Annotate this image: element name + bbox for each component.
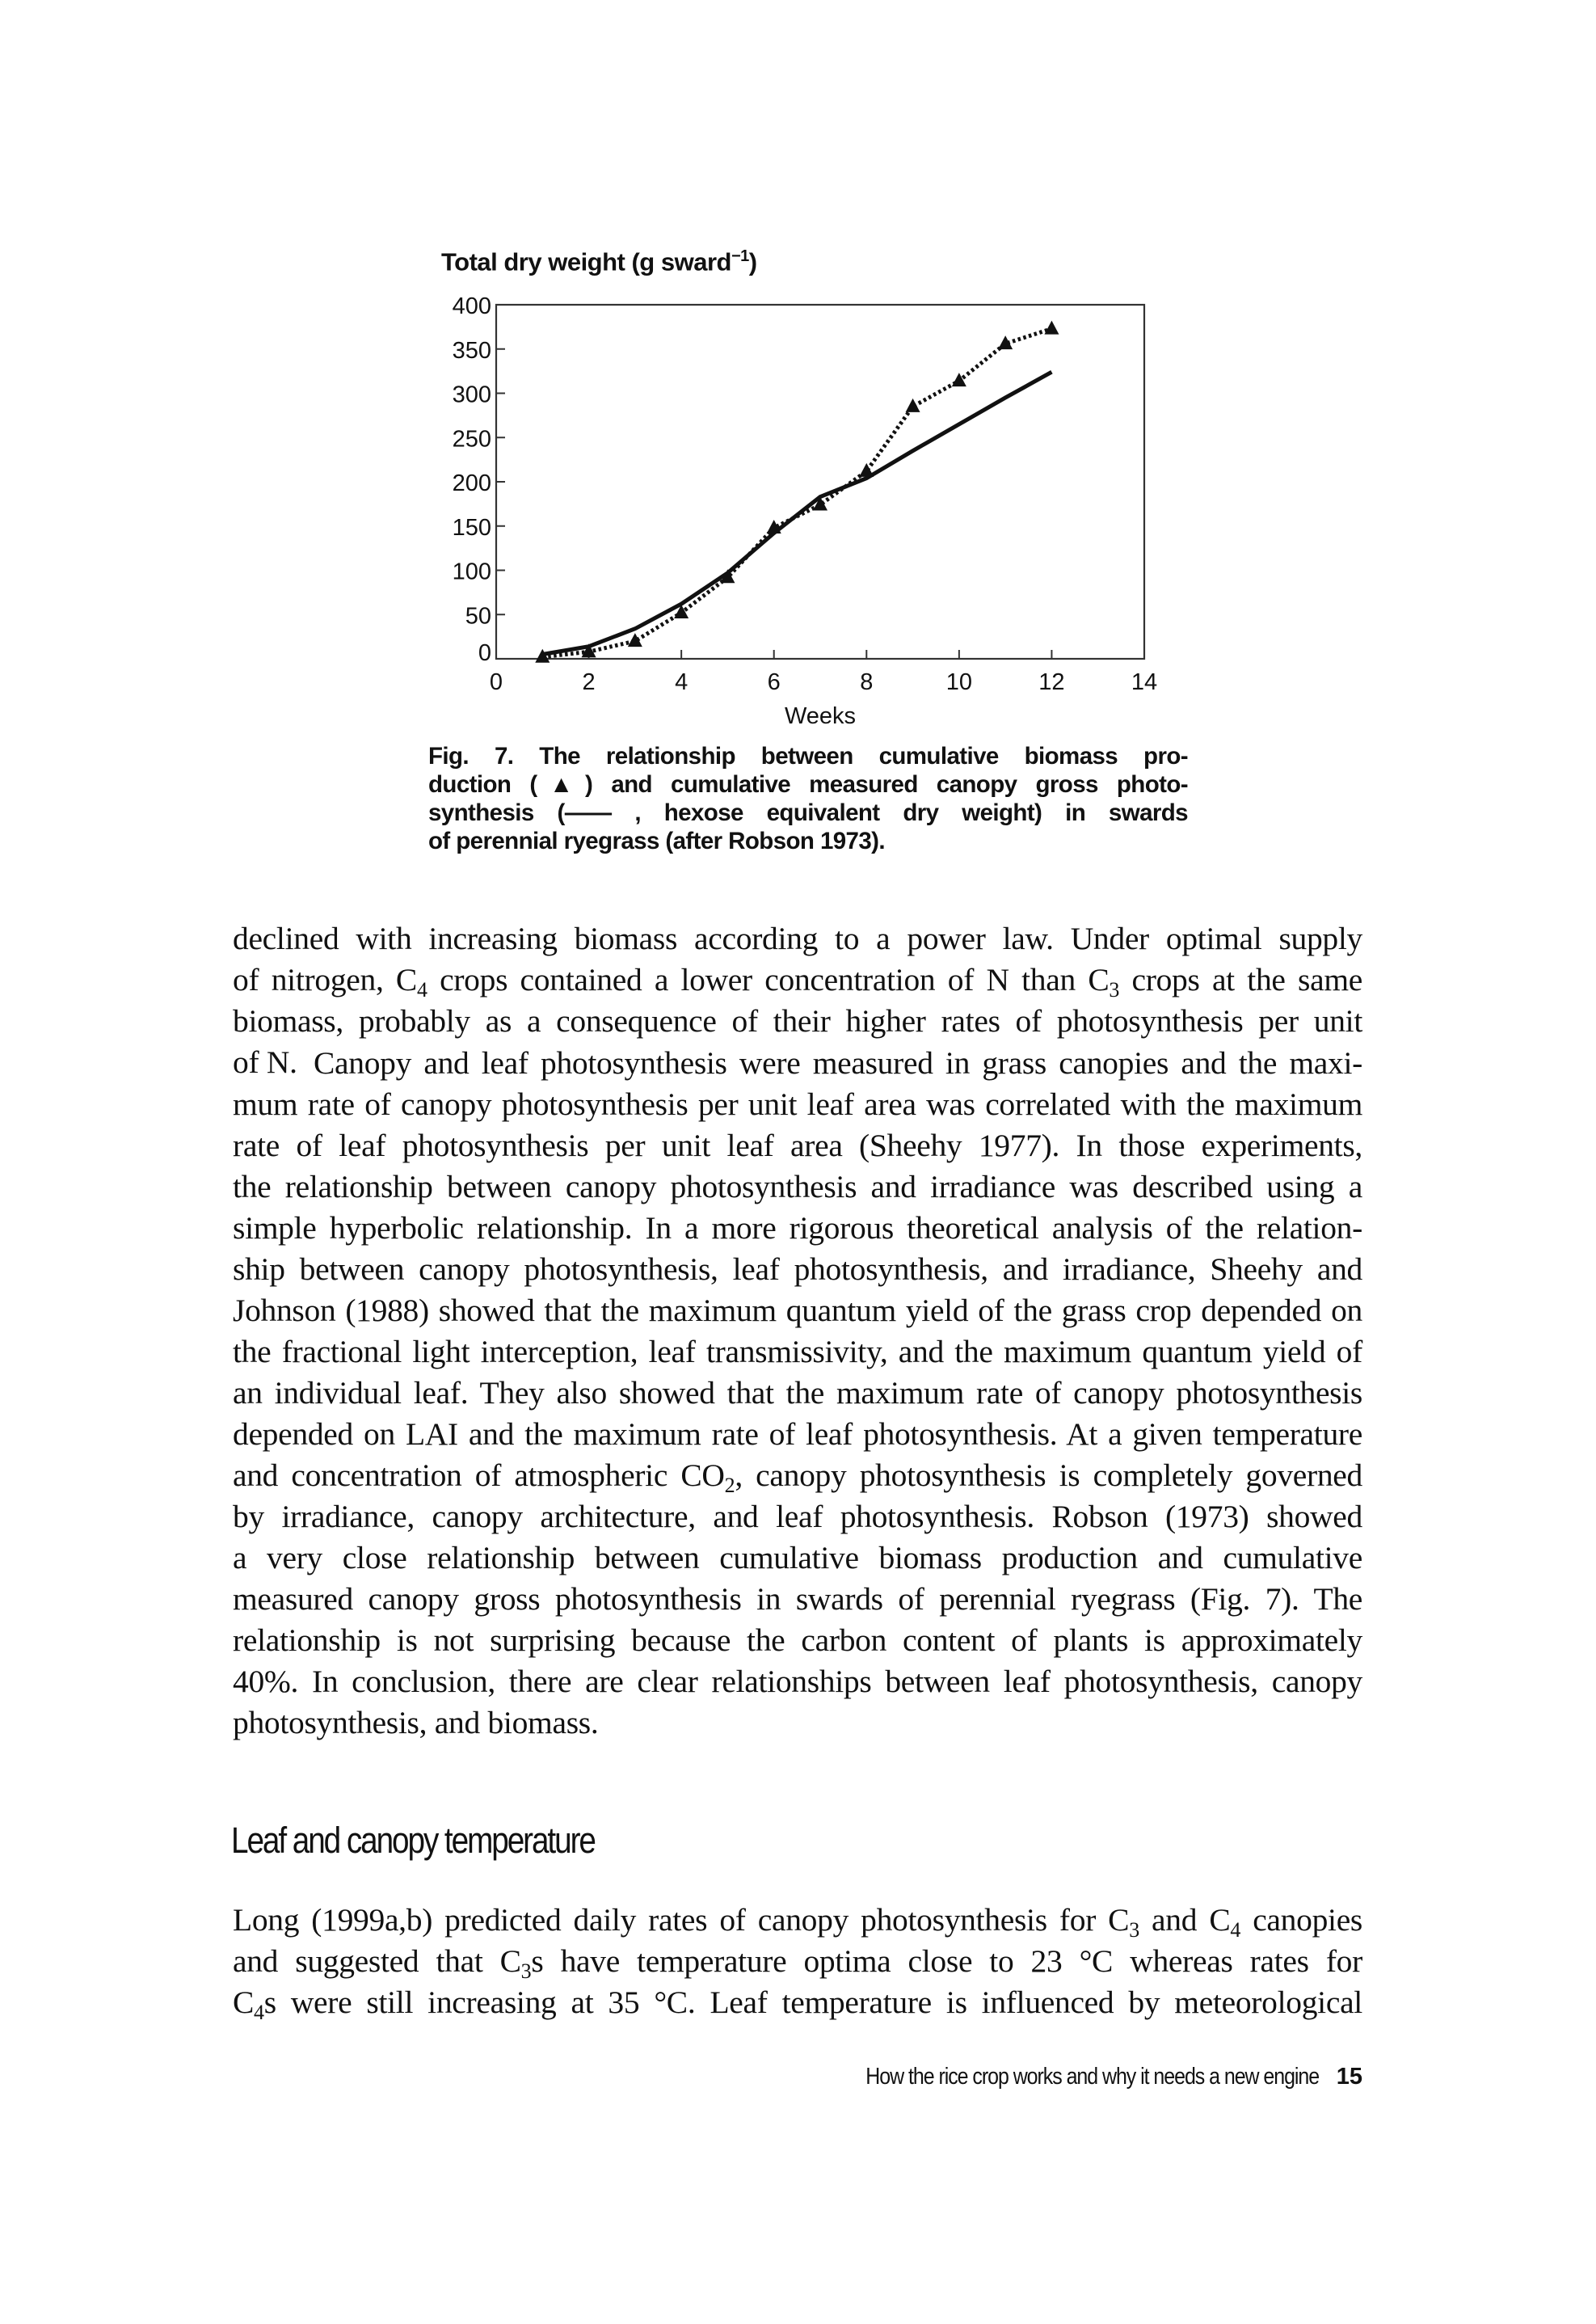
line-chart (0, 0, 1596, 752)
text-line: the relationship between canopy photosynthesis and irradiance was described using a (233, 1169, 1362, 1204)
caption-line: of perennial ryegrass (after Robson 1973). (428, 828, 885, 854)
subscript: 4 (254, 2001, 264, 2024)
text-line: the fractional light interception, leaf transmissivity, and the maximum quantum yield of (233, 1334, 1362, 1369)
y-tick-label: 0 (478, 640, 491, 666)
text-line: Johnson (1988) showed that the maximum quantum yield of the grass crop depended on (233, 1293, 1362, 1328)
paragraph-canopy-leaf-photosynthesis (233, 1043, 1362, 1744)
text-line: rate of leaf photosynthesis per unit leaf area (Sheehy 1977). In those experiments, (233, 1128, 1362, 1163)
x-tick-label: 12 (1038, 669, 1065, 695)
text-line: simple hyperbolic relationship. In a more rigorous theoretical analysis of the relation- (233, 1210, 1362, 1246)
running-title: How the rice crop works and why it needs a new engine (865, 2064, 1319, 2090)
x-tick-label: 2 (582, 669, 596, 695)
text-line: 40%. In conclusion, there are clear relationships between leaf photosynthesis, canopy (233, 1664, 1362, 1699)
x-tick-label: 6 (767, 669, 781, 695)
triangle-marker-icon (628, 633, 642, 647)
text-line: biomass, probably as a consequence of their higher rates of photosynthesis per unit (233, 1003, 1362, 1039)
x-tick-label: 14 (1131, 669, 1158, 695)
text-line: a very close relationship between cumulative biomass production and cumulative (233, 1540, 1362, 1575)
x-tick-label: 0 (489, 669, 503, 695)
x-tick-label: 4 (675, 669, 689, 695)
biomass-dotted-line (542, 329, 1051, 657)
y-tick-label: 50 (465, 603, 491, 630)
subscript: 3 (1109, 978, 1120, 1002)
y-tick-label: 300 (452, 382, 491, 408)
caption-line: synthesis (—— , hexose equivalent dry weight) in swards (428, 799, 1188, 826)
text-line: declined with increasing biomass according to a power law. Under optimal supply (233, 921, 1362, 956)
y-axis-title-close: ) (748, 247, 757, 276)
figure-caption (428, 742, 1188, 855)
subscript: 3 (1129, 1918, 1139, 1942)
triangle-marker-icon (535, 649, 550, 663)
y-tick-label: 250 (452, 426, 491, 453)
text-line: by irradiance, canopy architecture, and leaf photosynthesis. Robson (1973) showed (233, 1499, 1362, 1534)
subscript: 4 (1230, 1918, 1241, 1942)
text-line: Long (1999a,b) predicted daily rates of canopy photosynthesis for $C_3$ and $C_4$ canopies (233, 1902, 1362, 1942)
paragraph-leaf-temperature (233, 1900, 1362, 2023)
y-tick-label: 100 (452, 559, 491, 585)
caption-line: duction (▲) and cumulative measured canopy gross photo- (428, 771, 1188, 798)
text-line: of N. (233, 1044, 297, 1080)
y-axis-ticks (453, 293, 505, 666)
text-line: $C_4s$ were still increasing at 35 °C. Leaf temperature is influenced by meteorological (233, 1984, 1362, 2024)
subscript: 2 (724, 1474, 735, 1497)
text-line: photosynthesis, and biomass. (233, 1705, 599, 1740)
text-line: ship between canopy photosynthesis, leaf photosynthesis, and irradiance, Sheehy and (233, 1251, 1362, 1287)
y-tick-label: 350 (452, 337, 491, 364)
x-tick-label: 8 (860, 669, 874, 695)
text-line: and concentration of atmospheric $CO_2$, canopy photosynthesis is completely governed (233, 1457, 1362, 1497)
chart-series (535, 321, 1059, 663)
photosynthesis-line (542, 372, 1051, 654)
text-line: depended on LAI and the maximum rate of leaf photosynthesis. At a given temperature (233, 1416, 1362, 1452)
text-line: mum rate of canopy photosynthesis per unit leaf area was correlated with the maximum (233, 1086, 1362, 1122)
text-line: measured canopy gross photosynthesis in swards of perennial ryegrass (Fig. 7). The (233, 1581, 1362, 1617)
y-axis-title-text: Total dry weight (g sward (441, 247, 731, 276)
triangle-marker-icon (906, 399, 920, 412)
text-line: and suggested that $C_3s$ have temperature optima close to 23 °C whereas rates for (233, 1943, 1362, 1983)
page-number: 15 (1336, 2064, 1362, 2090)
caption-line: Fig. 7. The relationship between cumulative biomass pro- (428, 743, 1188, 770)
y-tick-label: 150 (452, 514, 491, 541)
y-tick-label: 200 (452, 470, 491, 496)
plot-frame (496, 305, 1144, 659)
x-axis-title: Weeks (784, 703, 857, 729)
x-tick-label: 10 (945, 669, 972, 695)
text-line: relationship is not surprising because the carbon content of plants is approximately (233, 1622, 1362, 1658)
triangle-marker-icon (1044, 321, 1059, 335)
triangle-marker-icon (998, 335, 1013, 349)
section-heading: Leaf and canopy temperature (231, 1820, 595, 1861)
text-line: Canopy and leaf photosynthesis were measured in grass canopies and the maxi- (314, 1045, 1362, 1081)
text-line: of nitrogen, $C_4$ crops contained a lower concentration of N than $C_3$ crops at the same (233, 962, 1362, 1002)
triangle-marker-icon (952, 373, 966, 386)
page-footer (792, 2064, 1362, 2090)
subscript: 4 (416, 978, 427, 1002)
text-line: an individual leaf. They also showed that the maximum rate of canopy photosynthesis (233, 1375, 1362, 1411)
y-tick-label: 400 (452, 293, 491, 319)
plot-border (496, 305, 1144, 659)
y-axis-title-exponent: −1 (731, 247, 749, 265)
subscript: 3 (520, 1959, 532, 1983)
